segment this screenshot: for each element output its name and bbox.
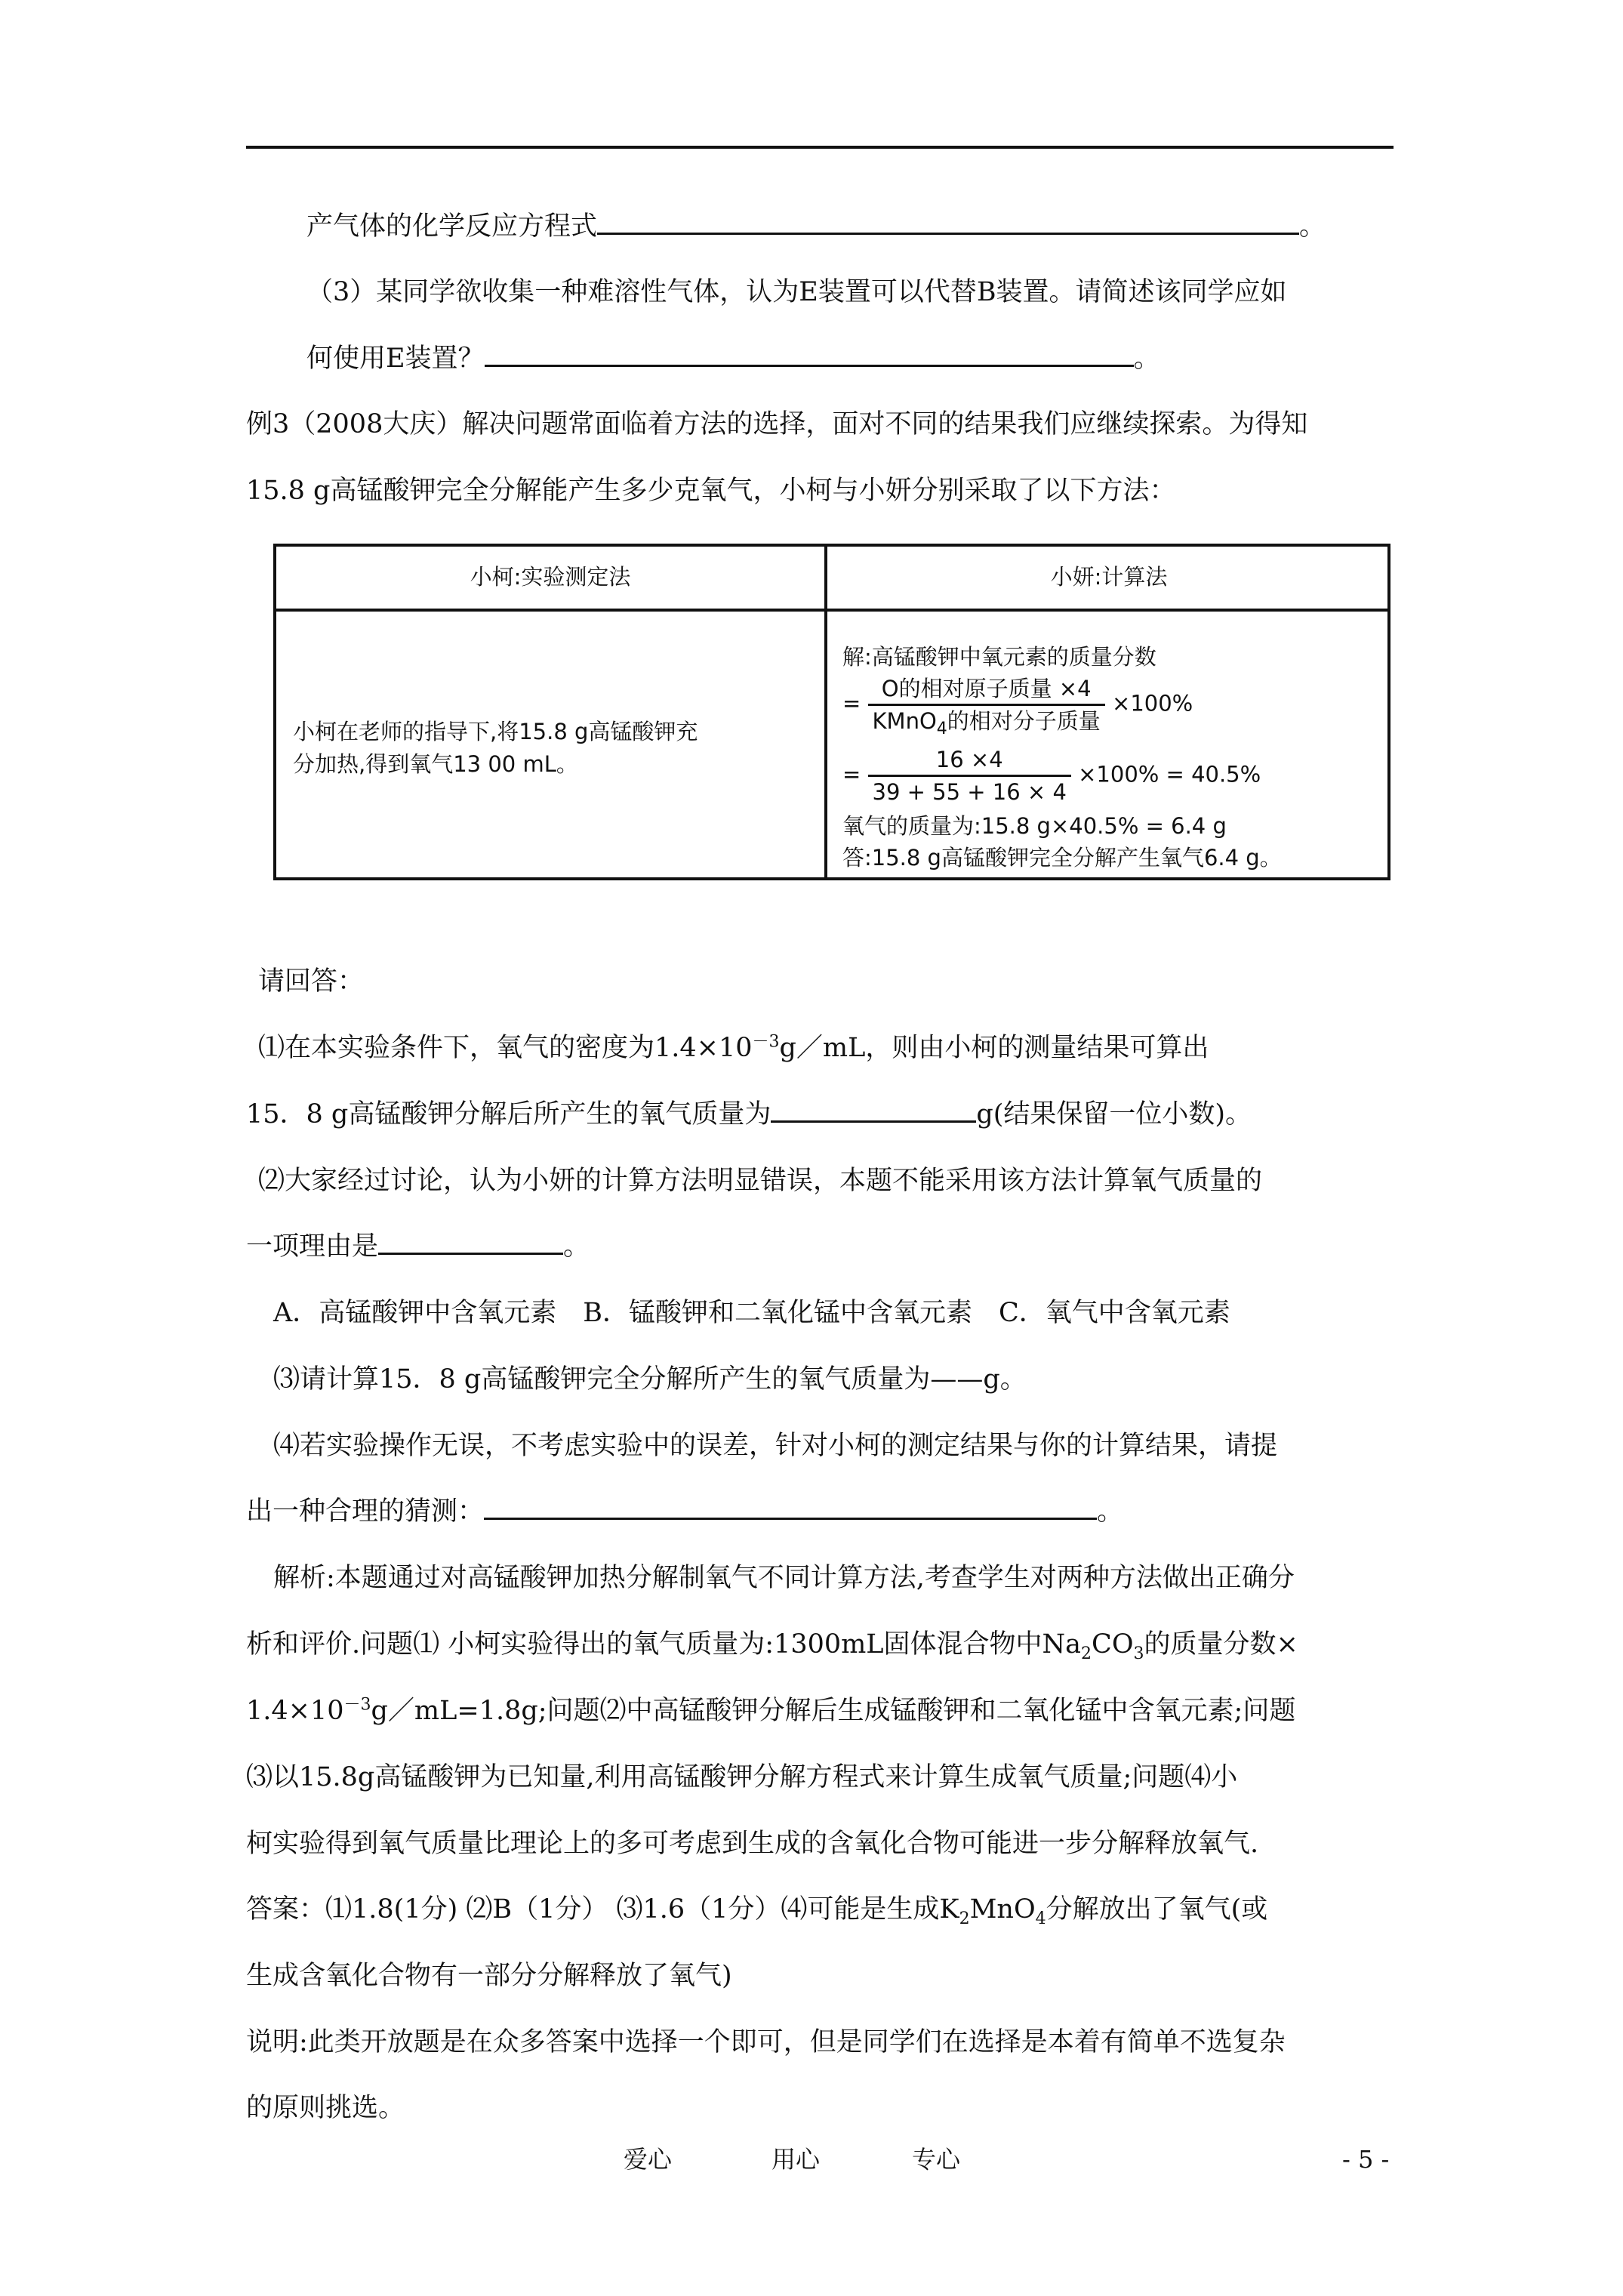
text-line-21: 生成含氧化合物有一部分分解释放了氧气) — [246, 1961, 732, 1991]
table-header-left: 小柯:实验测定法 — [470, 564, 631, 590]
footer-aixin: 爱心 — [624, 2145, 673, 2174]
text-line-2: （3）某同学欲收集一种难溶性气体，认为E装置可以代替B装置。请简述该同学应如 — [306, 277, 1287, 307]
table-column-divider — [824, 547, 827, 877]
table-right-formula-1: = $\frac{\text{O的相对原子质量 ×4}}{KMnO_4的相对分子质量}$ ×100% — [842, 673, 1193, 736]
method-comparison-table — [273, 544, 1390, 880]
text-line-1 — [306, 208, 1326, 245]
table-right-line-4: 氧气的质量为:15.8 g×40.5% = 6.4 g — [842, 813, 1227, 839]
text-line-4: 例3（2008大庆）解决问题常面临着方法的选择，面对不同的结果我们应继续探索。为得知 — [246, 409, 1308, 439]
text-line-18: ⑶以15.8g高锰酸钾为已知量,利用高锰酸钾分解方程式来计算生成氧气质量;问题⑷小 — [246, 1762, 1238, 1792]
text-line-22: 说明:此类开放题是在众多答案中选择一个即可，但是同学们在选择是本着有简单不选复杂 — [246, 2027, 1286, 2057]
footer-zhuanxin: 专心 — [912, 2145, 961, 2174]
answer-blank-oxygen-mass[interactable] — [771, 1098, 976, 1123]
page-number: - 5 - — [1342, 2145, 1390, 2174]
header-rule — [246, 146, 1394, 149]
table-right-formula-2: = $\frac{16 \times 4}{39 + 55 + 16 \times 4}$ ×100% = 40.5% — [842, 744, 1261, 807]
text-line-15: 解析:本题通过对高锰酸钾加热分解制氧气不同计算方法,考查学生对两种方法做出正确分 — [273, 1563, 1295, 1593]
text-line-19: 柯实验得到氧气质量比理论上的多可考虑到生成的含氧化合物可能进一步分解释放氧气. — [246, 1829, 1259, 1859]
text-line-8: 15．8 g高锰酸钾分解后所产生的氧气质量为 g(结果保留一位小数)。 — [246, 1099, 1252, 1130]
text-line-13: ⑷若实验操作无误，不考虑实验中的误差，针对小柯的测定结果与你的计算结果，请提 — [273, 1431, 1278, 1461]
table-header-divider — [276, 609, 1387, 612]
answer-blank-equation[interactable] — [597, 210, 1299, 235]
answer-blank-e-device[interactable] — [485, 342, 1134, 367]
text-line-17: $1.4\times 10^{-3}g/mL=1.8g$;问题⑵中高锰酸钾分解后生成锰酸钾和二氧化锰中含氧元素;问题 — [246, 1695, 1296, 1726]
line-3-text: 何使用E装置？ — [306, 344, 485, 374]
table-right-line-5: 答:15.8 g高锰酸钾完全分解产生氧气6.4 g。 — [842, 845, 1282, 871]
text-line-5: 15.8 g高锰酸钾完全分解能产生多少克氧气，小柯与小妍分别采取了以下方法： — [246, 476, 1176, 506]
formula-fraction-2: $\frac{16 \times 4}{39 + 55 + 16 \times 4}$ — [868, 744, 1071, 807]
text-line-23: 的原则挑选。 — [246, 2093, 405, 2123]
answer-blank-guess[interactable] — [484, 1495, 1097, 1520]
answer-blank-reason[interactable] — [378, 1230, 563, 1255]
table-header-right: 小妍:计算法 — [1050, 564, 1168, 590]
text-line-9: ⑵大家经过讨论，认为小妍的计算方法明显错误，本题不能采用该方法计算氧气质量的 — [258, 1166, 1263, 1196]
text-line-10: 一项理由是 。 — [246, 1231, 590, 1262]
table-left-body-line-1: 小柯在老师的指导下,将15.8 g高锰酸钾充 — [293, 719, 698, 744]
table-left-body-line-2: 分加热,得到氧气13 00 mL。 — [293, 751, 578, 777]
text-line-20: 答案：⑴1.8(1分) ⑵B（1分） ⑶1.6（1分）⑷可能是生成$K_2MnO_4$分解放出了氧气(或 — [246, 1894, 1268, 1928]
text-line-11: A．高锰酸钾中含氧元素 B．锰酸钾和二氧化锰中含氧元素 C．氧气中含氧元素 — [273, 1298, 1230, 1328]
text-line-6: 请回答： — [258, 966, 365, 997]
table-right-line-1: 解:高锰酸钾中氧元素的质量分数 — [842, 644, 1156, 670]
line-1-text: 产气体的化学反应方程式 — [306, 211, 598, 242]
text-line-14: 出一种合理的猜测： 。 — [246, 1496, 1124, 1527]
text-line-3 — [306, 341, 1160, 377]
formula-fraction-1: $\frac{\text{O的相对原子质量 ×4}}{KMnO_4的相对分子质量}$ — [868, 673, 1105, 736]
text-line-7: ⑴在本实验条件下，氧气的密度为$1.4\times 10^{-3}g/mL$，则由小柯的测量结果可算出 — [258, 1032, 1209, 1063]
line-1-end: 。 — [1299, 211, 1326, 242]
footer-yongxin: 用心 — [771, 2145, 821, 2174]
text-line-16: 析和评价.问题⑴ 小柯实验得出的氧气质量为:1300mL固体混合物中$Na_2CO_3$的质量分数× — [246, 1629, 1298, 1663]
line-3-end: 。 — [1133, 344, 1160, 374]
text-line-12: ⑶请计算15．8 g高锰酸钾完全分解所产生的氧气质量为——g。 — [273, 1364, 1027, 1395]
